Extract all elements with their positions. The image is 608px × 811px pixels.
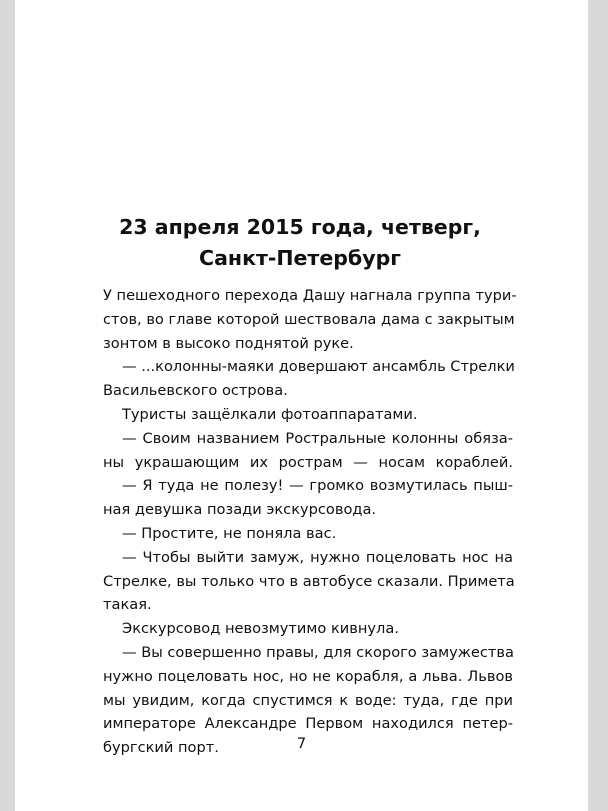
text-line: ны украшающим их рострам — носам кораблей. [103, 453, 513, 471]
book-page [15, 0, 588, 811]
chapter-heading [0, 212, 600, 274]
text-line: У пешеходного перехода Дашу нагнала группа тури- [103, 287, 517, 304]
text-line: Туристы защёлкали фотоаппаратами. [122, 405, 418, 423]
text-line: стов, во главе которой шествовала дама с закрытым [103, 310, 515, 328]
heading-line-city: Санкт-Петербург [199, 246, 401, 270]
heading-line-date: 23 апреля 2015 года, четверг, [119, 215, 481, 239]
text-line: Стрелке, вы только что в автобусе сказали. Примета [103, 572, 515, 590]
body-text [103, 284, 517, 760]
text-line: зонтом в высоко поднятой руке. [103, 334, 354, 352]
text-line: Васильевского острова. [103, 382, 288, 400]
text-line: Экскурсовод невозмутимо кивнула. [122, 620, 399, 638]
text-line: императоре Александре Первом находился петер- [103, 715, 513, 733]
text-line: ная девушка позади экскурсовода. [103, 501, 377, 519]
text-line: — Чтобы выйти замуж, нужно поцеловать нос на [122, 548, 513, 566]
text-line: — Вы совершенно правы, для скорого замужества [122, 643, 514, 661]
page-number: 7 [296, 735, 307, 752]
text-line: бургский порт. [103, 739, 219, 757]
text-line: мы увидим, когда спустимся к воде: туда, где при [103, 691, 513, 709]
text-line: — Я туда не полезу! — громко возмутилась пыш- [122, 477, 513, 495]
text-line: — Простите, не поняла вас. [122, 524, 337, 542]
text-line: такая. [103, 596, 152, 614]
text-line: — Своим названием Ростральные колонны обяза- [122, 429, 513, 447]
text-line: — ...колонны-маяки довершают ансамбль Стрелки [122, 358, 515, 376]
text-line: нужно поцеловать нос, но не корабля, а льва. Львов [103, 667, 513, 685]
